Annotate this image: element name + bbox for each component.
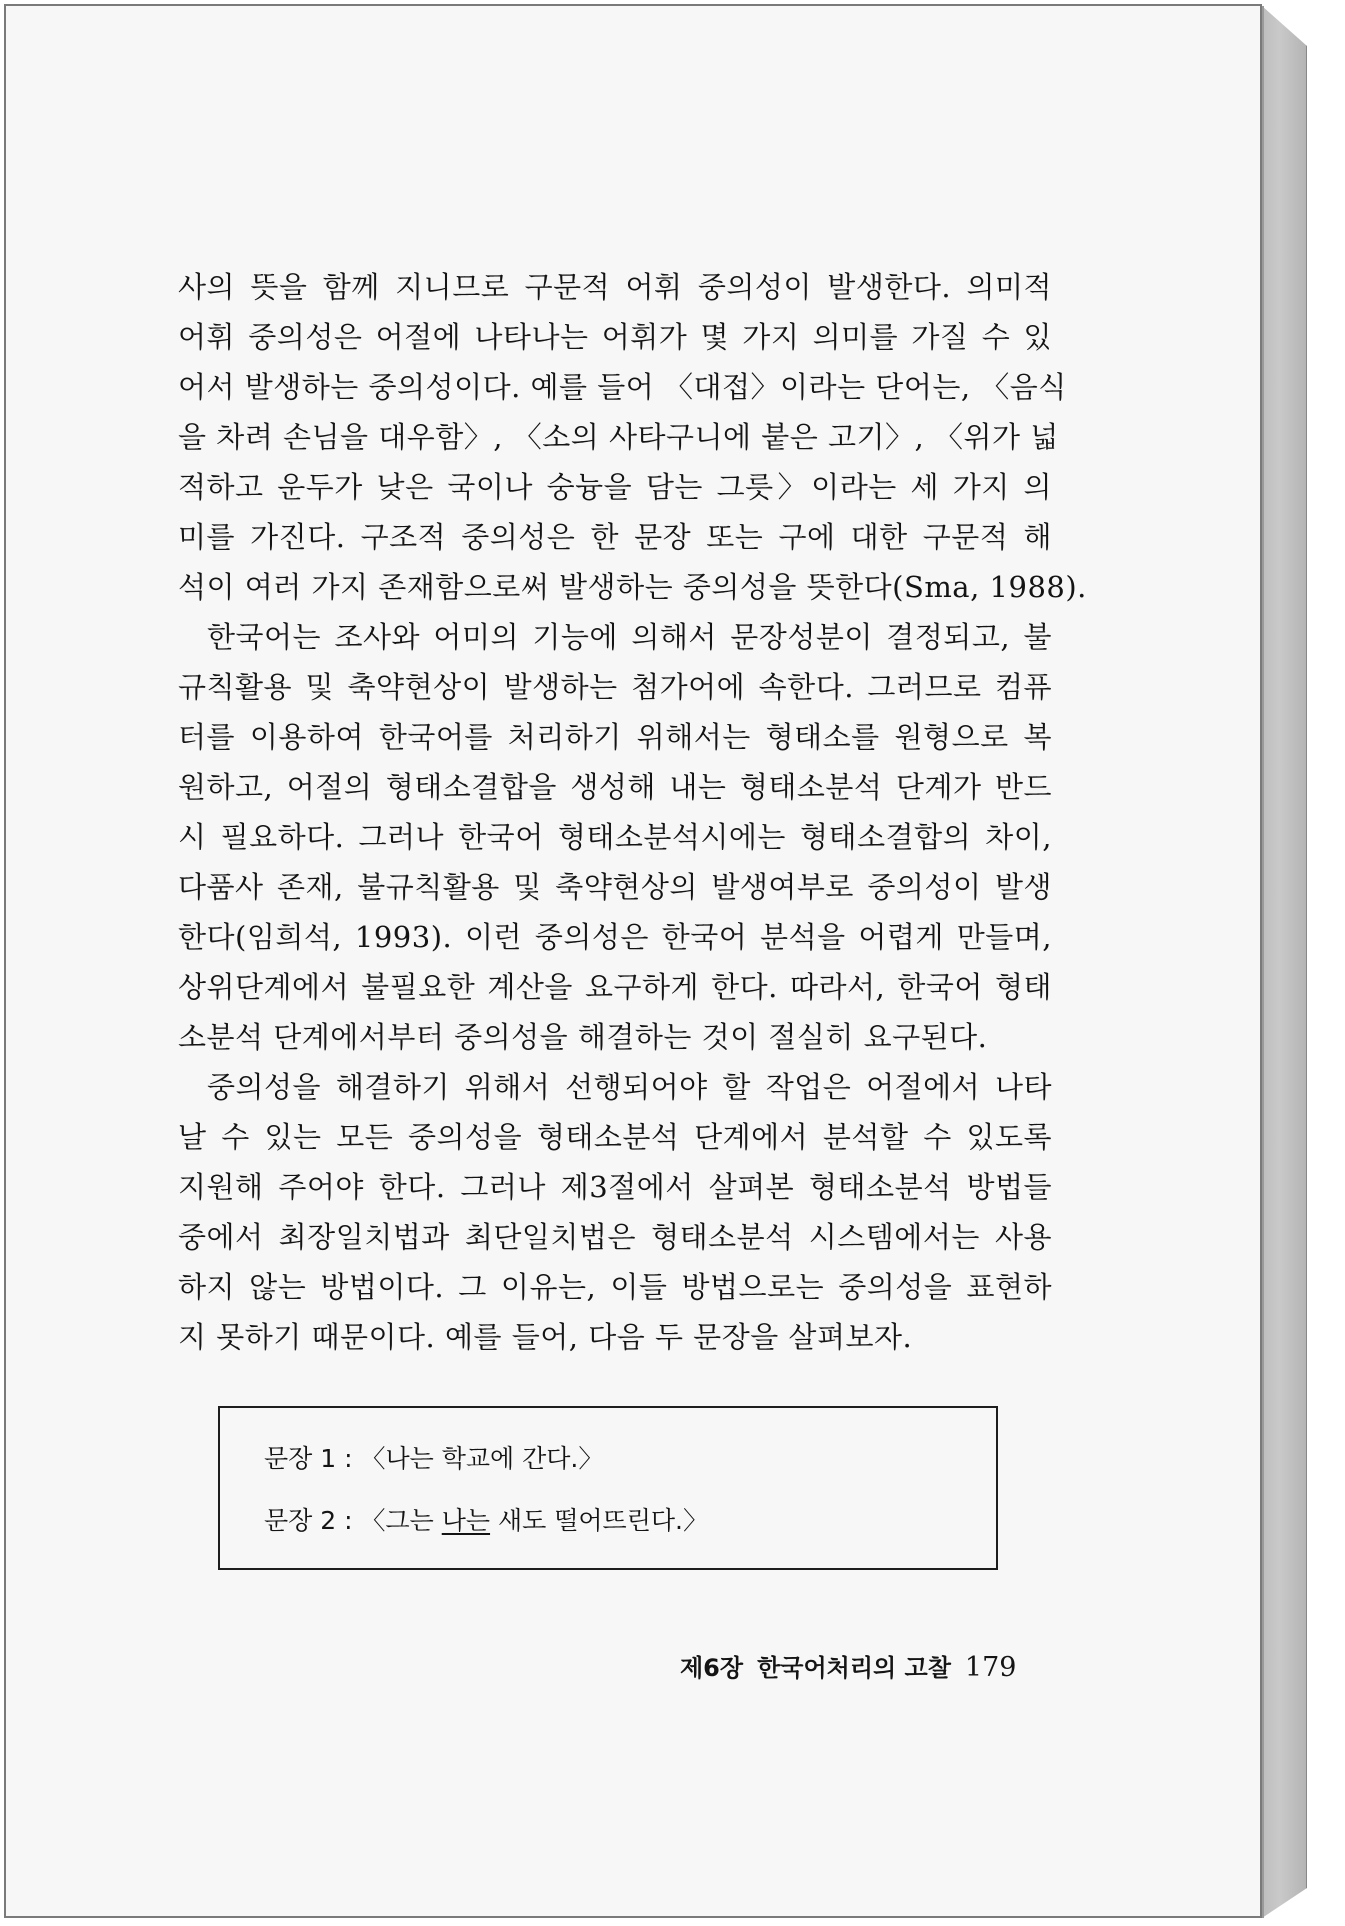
text-line: 어휘 중의성은 어절에 나타나는 어휘가 몇 가지 의미를 가질 수 있 [178, 320, 1052, 354]
page-edge-line [1262, 6, 1264, 1918]
page-edge [1262, 6, 1307, 1918]
text-line: 소분석 단계에서부터 중의성을 해결하는 것이 절실히 요구된다. [178, 1020, 988, 1054]
text-line: 지 못하기 때문이다. 예를 들어, 다음 두 문장을 살펴보자. [178, 1320, 913, 1354]
text-line: 을 차려 손님을 대우함〉, 〈소의 사타구니에 붙은 고기〉, 〈위가 넓 [178, 420, 1059, 454]
text-line: 미를 가진다. 구조적 중의성은 한 문장 또는 구에 대한 구문적 해 [178, 520, 1052, 554]
page-number: 179 [964, 1652, 1017, 1683]
example-sentence-1 [264, 1442, 603, 1476]
chapter-label: 제6장 [680, 1654, 744, 1682]
example-text: 〈그는 [360, 1506, 442, 1535]
text-line: 적하고 운두가 낮은 국이나 숭늉을 담는 그릇〉이라는 세 가지 의 [178, 470, 1052, 504]
text-line: 시 필요하다. 그러나 한국어 형태소분석시에는 형태소결합의 차이, [178, 820, 1052, 854]
example-label: 문장 1 : [264, 1444, 361, 1473]
text-line: 어서 발생하는 중의성이다. 예를 들어 〈대접〉이라는 단어는, 〈음식 [178, 370, 1067, 404]
text-line: 중에서 최장일치법과 최단일치법은 형태소분석 시스템에서는 사용 [178, 1220, 1053, 1254]
example-sentence-2 [264, 1504, 708, 1538]
underlined-word: 나는 [441, 1506, 491, 1535]
example-label: 문장 2 : [264, 1506, 361, 1535]
text-line: 규칙활용 및 축약현상이 발생하는 첨가어에 속한다. 그러므로 컴퓨 [178, 670, 1052, 704]
text-line: 한다(임희석, 1993). 이런 중의성은 한국어 분석을 어렵게 만들며, [178, 920, 1052, 954]
example-text: 새도 떨어뜨린다.〉 [490, 1506, 708, 1535]
body-text [178, 262, 1087, 1362]
text-line: 다품사 존재, 불규칙활용 및 축약현상의 발생여부로 중의성이 발생 [178, 870, 1052, 904]
text-line: 석이 여러 가지 존재함으로써 발생하는 중의성을 뜻한다(Sma, 1988). [178, 570, 1087, 604]
text-line: 날 수 있는 모든 중의성을 형태소분석 단계에서 분석할 수 있도록 [178, 1120, 1052, 1154]
example-sentences-box [218, 1406, 998, 1570]
text-line: 터를 이용하여 한국어를 처리하기 위해서는 형태소를 원형으로 복 [178, 720, 1052, 754]
text-line: 하지 않는 방법이다. 그 이유는, 이들 방법으로는 중의성을 표현하 [178, 1270, 1052, 1304]
text-line: 사의 뜻을 함께 지니므로 구문적 어휘 중의성이 발생한다. 의미적 [178, 270, 1052, 304]
example-text: 〈나는 학교에 간다.〉 [360, 1444, 604, 1473]
chapter-title: 한국어처리의 고찰 [757, 1654, 951, 1682]
text-line: 한국어는 조사와 어미의 기능에 의해서 문장성분이 결정되고, 불 [207, 620, 1052, 654]
text-line: 원하고, 어절의 형태소결합을 생성해 내는 형태소분석 단계가 반드 [178, 770, 1052, 804]
text-line: 중의성을 해결하기 위해서 선행되어야 할 작업은 어절에서 나타 [207, 1070, 1052, 1104]
page-footer [680, 1650, 1016, 1686]
text-line: 지원해 주어야 한다. 그러나 제3절에서 살펴본 형태소분석 방법들 [178, 1170, 1052, 1204]
text-line: 상위단계에서 불필요한 계산을 요구하게 한다. 따라서, 한국어 형태 [178, 970, 1052, 1004]
